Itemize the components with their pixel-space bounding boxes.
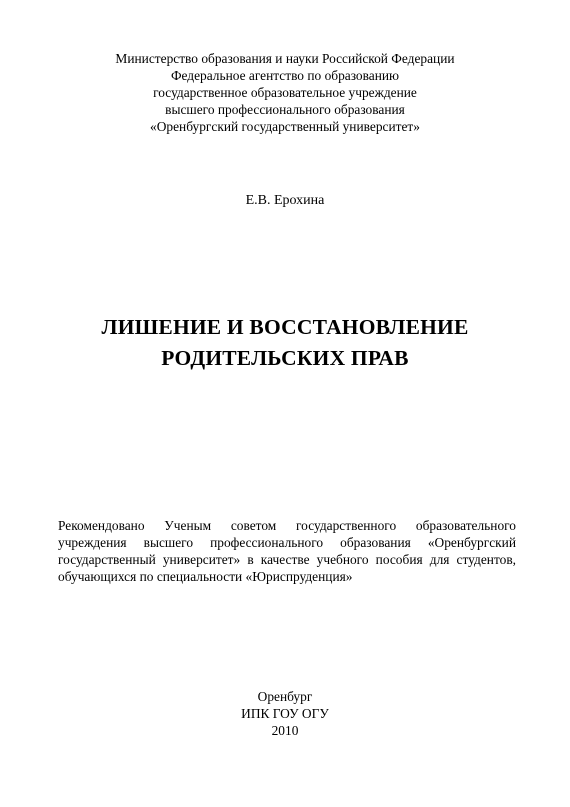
recommendation-line: Рекомендовано Ученым советом государственного образовательного (58, 518, 516, 533)
book-title-line: РОДИТЕЛЬСКИХ ПРАВ (161, 346, 409, 370)
imprint-city: Оренбург (257, 689, 313, 704)
institution-line: Министерство образования и науки Российской Федерации (115, 51, 455, 66)
institution-line: высшего профессионального образования (165, 102, 405, 117)
book-title (0, 312, 570, 374)
institution-line: государственное образовательное учреждение (153, 85, 417, 100)
author-name: Е.В. Ерохина (245, 193, 325, 208)
recommendation-line: государственный университет» в качестве учебного пособия для студентов, (58, 552, 516, 567)
imprint-publisher: ИПК ГОУ ОГУ (241, 706, 329, 721)
institution-line: «Оренбургский государственный университет» (150, 119, 420, 134)
recommendation-note (58, 517, 516, 585)
institution-header (0, 50, 570, 135)
book-title-line: ЛИШЕНИЕ И ВОССТАНОВЛЕНИЕ (101, 315, 469, 339)
imprint-year: 2010 (271, 723, 299, 738)
recommendation-line: учреждения высшего профессионального образования «Оренбургский (58, 535, 516, 550)
institution-line: Федеральное агентство по образованию (170, 68, 400, 83)
recommendation-line: обучающихся по специальности «Юриспруденция» (58, 569, 353, 584)
imprint (0, 688, 570, 739)
